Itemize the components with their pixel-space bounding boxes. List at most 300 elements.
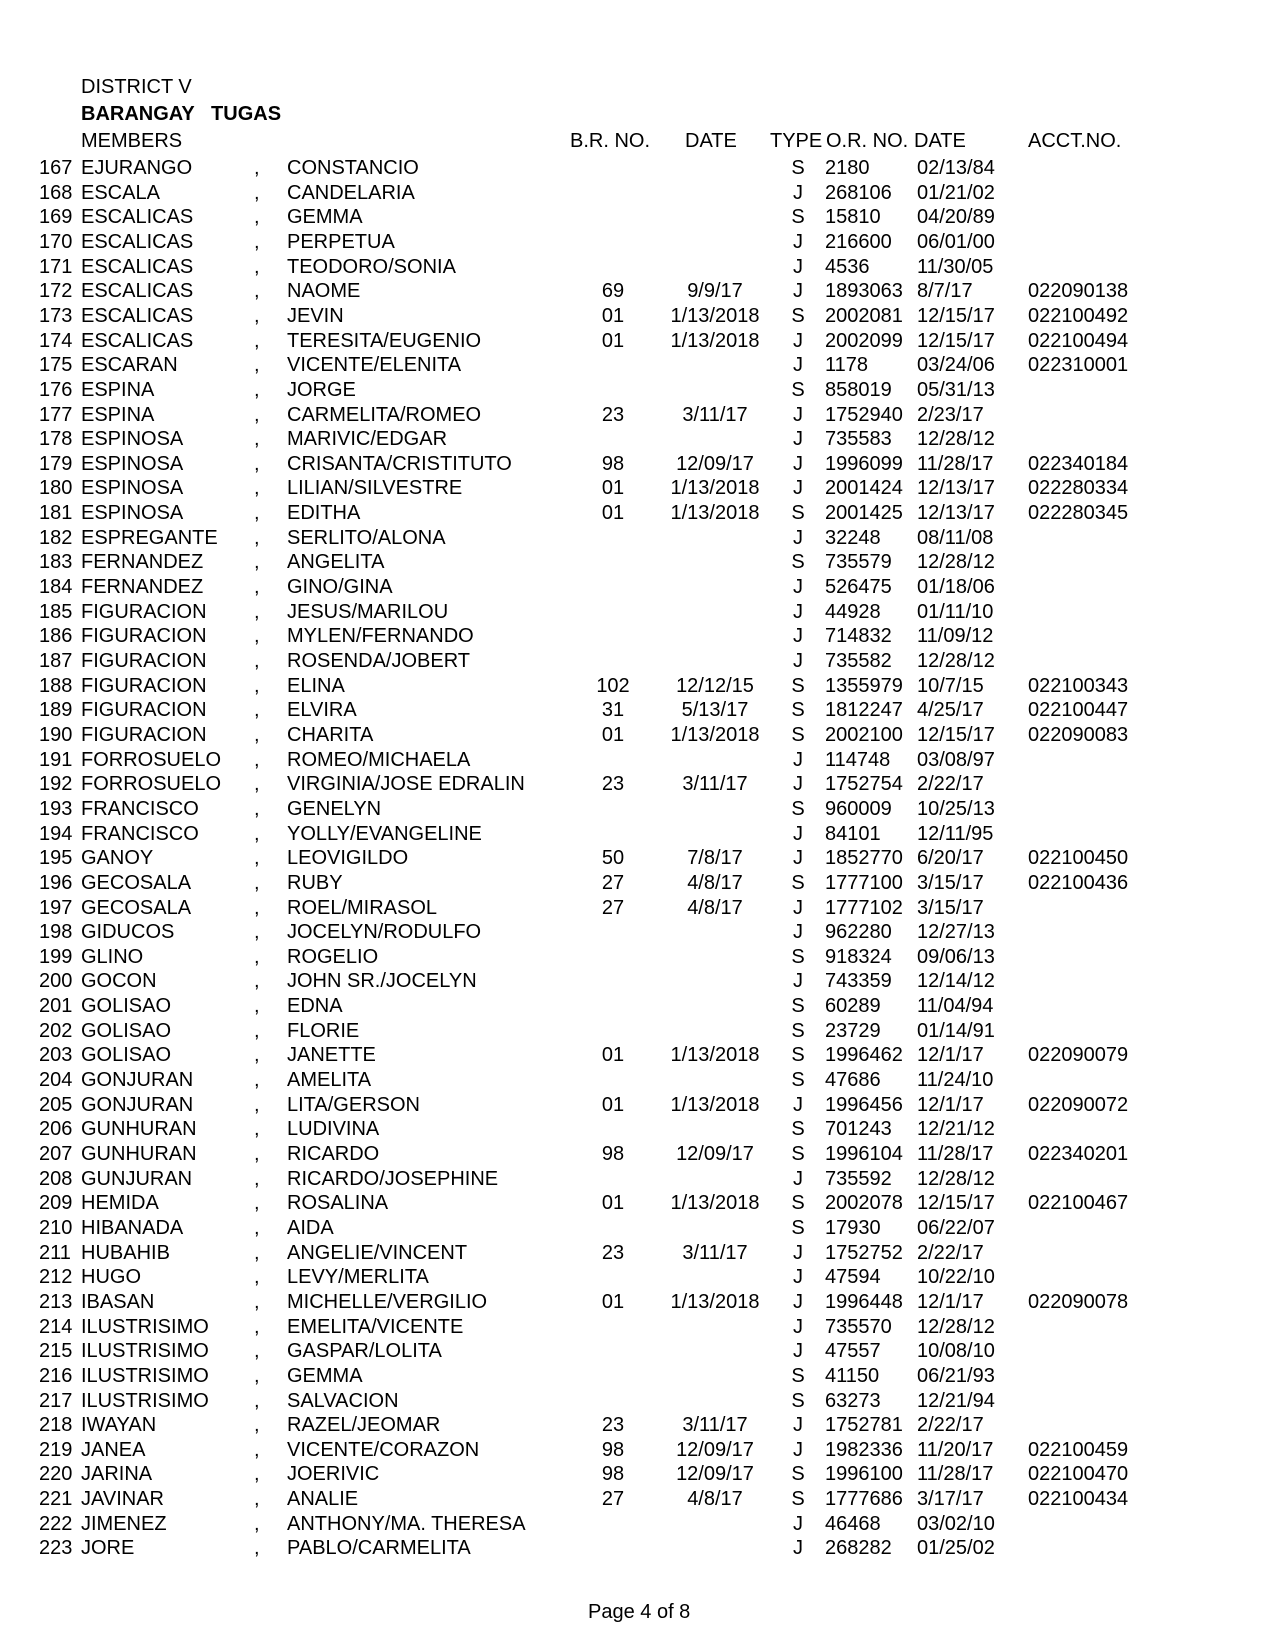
- first-name: CRISANTA/CRISTITUTO: [287, 452, 512, 475]
- membership-type: S: [791, 674, 805, 697]
- membership-type: S: [791, 871, 805, 894]
- name-separator: ,: [254, 1488, 260, 1511]
- date-header: DATE: [685, 130, 737, 152]
- name-separator: ,: [254, 1512, 260, 1535]
- or-date: 12/1/17: [917, 1093, 984, 1116]
- or-date: 2/23/17: [917, 403, 984, 426]
- table-row: [0, 969, 1275, 994]
- or-date: 11/24/10: [917, 1069, 994, 1092]
- br-no: 01: [601, 502, 625, 525]
- membership-type: J: [793, 1241, 803, 1264]
- name-separator: ,: [254, 1167, 260, 1190]
- row-number: 208: [39, 1167, 73, 1190]
- table-row: [0, 403, 1275, 428]
- or-no: 47557: [825, 1340, 881, 1363]
- membership-type: S: [791, 1069, 805, 1092]
- name-separator: ,: [254, 674, 260, 697]
- last-name: FIGURACION: [81, 674, 207, 697]
- first-name: ANALIE: [287, 1488, 359, 1511]
- or-date: 6/20/17: [917, 847, 984, 870]
- row-number: 222: [39, 1512, 73, 1535]
- last-name: ESCALICAS: [81, 280, 194, 303]
- last-name: GOLISAO: [81, 1044, 172, 1067]
- page-number: Page 4 of 8: [588, 1601, 691, 1623]
- membership-type: J: [793, 1315, 803, 1338]
- membership-type: J: [793, 650, 803, 672]
- or-date: 12/28/12: [917, 428, 995, 451]
- first-name: FLORIE: [287, 1019, 360, 1042]
- or-no: 1893063: [825, 280, 903, 303]
- acct-no: 022280345: [1028, 502, 1129, 525]
- last-name: FERNANDEZ: [81, 551, 204, 574]
- name-separator: ,: [254, 1241, 260, 1264]
- table-row: [0, 378, 1275, 403]
- or-date: 10/08/10: [917, 1340, 995, 1363]
- first-name: GENELYN: [287, 797, 382, 820]
- or-no: 46468: [825, 1512, 881, 1535]
- or-date: 01/14/91: [917, 1019, 995, 1042]
- or-no: 4536: [825, 255, 870, 278]
- last-name: ESCALICAS: [81, 206, 194, 229]
- name-separator: ,: [254, 896, 260, 919]
- row-number: 223: [39, 1537, 73, 1560]
- table-row: [0, 1315, 1275, 1340]
- or-no: 63273: [825, 1389, 881, 1412]
- or-no: 1982336: [825, 1438, 903, 1461]
- row-number: 218: [39, 1414, 73, 1437]
- last-name: ESCALICAS: [81, 304, 194, 327]
- name-separator: ,: [254, 1093, 260, 1116]
- first-name: GINO/GINA: [287, 576, 393, 599]
- br-date: 12/09/17: [676, 1463, 754, 1486]
- name-separator: ,: [254, 650, 260, 672]
- or-no: 858019: [825, 378, 892, 401]
- br-date: 4/8/17: [687, 871, 743, 894]
- row-number: 172: [39, 280, 73, 303]
- last-name: HEMIDA: [81, 1192, 159, 1215]
- table-row: [0, 427, 1275, 452]
- name-separator: ,: [254, 1143, 260, 1165]
- table-row: [0, 723, 1275, 748]
- table-row: [0, 1487, 1275, 1512]
- acct-no: 022100343: [1028, 674, 1129, 697]
- name-separator: ,: [254, 1118, 260, 1141]
- first-name: TEODORO/SONIA: [287, 255, 456, 278]
- name-separator: ,: [254, 551, 260, 574]
- last-name: ESPINOSA: [81, 428, 184, 451]
- name-separator: ,: [254, 1315, 260, 1338]
- br-date: 1/13/2018: [670, 502, 760, 525]
- or-date: 12/11/95: [917, 822, 994, 845]
- first-name: RICARDO: [287, 1143, 380, 1165]
- table-row: [0, 1019, 1275, 1044]
- name-separator: ,: [254, 600, 260, 623]
- membership-type: S: [791, 1044, 805, 1067]
- br-date: 3/11/17: [682, 403, 748, 426]
- table-row: [0, 1339, 1275, 1364]
- last-name: FIGURACION: [81, 600, 207, 623]
- first-name: ROMEO/MICHAELA: [287, 748, 471, 771]
- or-date: 12/28/12: [917, 551, 995, 574]
- district-label: DISTRICT V: [81, 76, 192, 98]
- row-number: 219: [39, 1438, 73, 1461]
- first-name: ROSALINA: [287, 1192, 389, 1215]
- acct-no: 022090079: [1028, 1044, 1129, 1067]
- membership-type: J: [793, 625, 803, 648]
- or-no: 526475: [825, 576, 892, 599]
- last-name: JORE: [81, 1537, 135, 1560]
- or-date: 12/15/17: [917, 329, 995, 352]
- or-no: 1355979: [825, 674, 903, 697]
- br-date: 7/8/17: [687, 847, 743, 870]
- or-no: 918324: [825, 945, 892, 968]
- last-name: JARINA: [81, 1463, 153, 1486]
- row-number: 191: [39, 748, 73, 771]
- or-date: 11/04/94: [917, 995, 994, 1018]
- table-row: [0, 871, 1275, 896]
- or-date: 11/28/17: [917, 1463, 994, 1486]
- acct-no-header: ACCT.NO.: [1028, 130, 1122, 152]
- table-row: [0, 772, 1275, 797]
- br-date: 1/13/2018: [670, 1192, 760, 1215]
- membership-type: J: [793, 329, 803, 352]
- first-name: ANGELITA: [287, 551, 385, 574]
- type-header: TYPE: [770, 130, 823, 152]
- br-date: 1/13/2018: [670, 477, 760, 500]
- name-separator: ,: [254, 1414, 260, 1437]
- last-name: FRANCISCO: [81, 797, 199, 820]
- membership-type: S: [791, 797, 805, 820]
- or-date: 06/01/00: [917, 230, 995, 253]
- name-separator: ,: [254, 847, 260, 870]
- table-row: [0, 304, 1275, 329]
- first-name: CANDELARIA: [287, 181, 415, 204]
- row-number: 198: [39, 921, 73, 944]
- br-no: 01: [601, 304, 625, 327]
- row-number: 177: [39, 403, 73, 426]
- table-row: [0, 920, 1275, 945]
- br-date: 1/13/2018: [670, 329, 760, 352]
- first-name: SERLITO/ALONA: [287, 526, 446, 549]
- membership-type: S: [791, 1143, 805, 1165]
- membership-type: S: [791, 1364, 805, 1387]
- row-number: 199: [39, 945, 73, 968]
- or-date: 12/28/12: [917, 1167, 995, 1190]
- or-date: 03/08/97: [917, 748, 995, 771]
- or-no: 735582: [825, 650, 892, 672]
- or-date: 2/22/17: [917, 1241, 984, 1264]
- br-no: 23: [601, 773, 625, 796]
- table-row: [0, 674, 1275, 699]
- table-row: [0, 1265, 1275, 1290]
- membership-type: S: [791, 1019, 805, 1042]
- table-row: [0, 501, 1275, 526]
- or-date: 12/14/12: [917, 970, 995, 993]
- first-name: TERESITA/EUGENIO: [287, 329, 482, 352]
- br-date: 3/11/17: [682, 1241, 748, 1264]
- last-name: JIMENEZ: [81, 1512, 167, 1535]
- or-date: 8/7/17: [917, 280, 973, 303]
- row-number: 209: [39, 1192, 73, 1215]
- table-row: [0, 575, 1275, 600]
- row-number: 200: [39, 970, 73, 993]
- last-name: HUGO: [81, 1266, 141, 1289]
- membership-type: S: [791, 1389, 805, 1412]
- or-no: 1852770: [825, 847, 903, 870]
- last-name: ILUSTRISIMO: [81, 1364, 209, 1387]
- or-date: 2/22/17: [917, 1414, 984, 1437]
- row-number: 167: [39, 157, 73, 179]
- or-date-header: DATE: [914, 130, 966, 152]
- last-name: ESPINOSA: [81, 502, 184, 525]
- membership-type: J: [793, 428, 803, 451]
- first-name: VIRGINIA/JOSE EDRALIN: [287, 773, 525, 796]
- or-date: 02/13/84: [917, 157, 995, 179]
- br-date: 1/13/2018: [670, 1093, 760, 1116]
- or-no: 1178: [825, 354, 869, 377]
- or-no: 1996100: [825, 1463, 903, 1486]
- last-name: GECOSALA: [81, 871, 192, 894]
- row-number: 195: [39, 847, 73, 870]
- membership-type: S: [791, 378, 805, 401]
- name-separator: ,: [254, 995, 260, 1018]
- or-date: 12/27/13: [917, 921, 995, 944]
- last-name: FORROSUELO: [81, 748, 222, 771]
- br-date: 9/9/17: [687, 280, 743, 303]
- name-separator: ,: [254, 576, 260, 599]
- name-separator: ,: [254, 477, 260, 500]
- row-number: 217: [39, 1389, 73, 1412]
- br-date: 12/12/15: [676, 674, 754, 697]
- name-separator: ,: [254, 181, 260, 204]
- membership-type: J: [793, 896, 803, 919]
- name-separator: ,: [254, 428, 260, 451]
- membership-type: S: [791, 945, 805, 968]
- first-name: JORGE: [287, 378, 356, 401]
- br-date: 3/11/17: [682, 773, 748, 796]
- row-number: 202: [39, 1019, 73, 1042]
- row-number: 187: [39, 650, 73, 672]
- or-no: 268106: [825, 181, 892, 204]
- membership-type: S: [791, 995, 805, 1018]
- br-no: 27: [601, 1488, 625, 1511]
- row-number: 178: [39, 428, 73, 451]
- or-no: 735592: [825, 1167, 892, 1190]
- acct-no: 022310001: [1028, 354, 1129, 377]
- table-row: [0, 1438, 1275, 1463]
- name-separator: ,: [254, 452, 260, 475]
- row-number: 176: [39, 378, 73, 401]
- or-no: 17930: [825, 1216, 881, 1239]
- or-no: 2180: [825, 157, 870, 179]
- or-no: 15810: [825, 206, 881, 229]
- last-name: ESCALICAS: [81, 255, 194, 278]
- first-name: CARMELITA/ROMEO: [287, 403, 482, 426]
- table-row: [0, 1389, 1275, 1414]
- or-date: 3/17/17: [917, 1488, 984, 1511]
- membership-type: S: [791, 1118, 805, 1141]
- first-name: LILIAN/SILVESTRE: [287, 477, 463, 500]
- table-row: [0, 1043, 1275, 1068]
- last-name: ESPINOSA: [81, 452, 184, 475]
- acct-no: 022100494: [1028, 329, 1129, 352]
- or-no: 23729: [825, 1019, 881, 1042]
- br-no: 102: [596, 674, 630, 697]
- last-name: HIBANADA: [81, 1216, 184, 1239]
- br-date: 1/13/2018: [670, 304, 760, 327]
- acct-no: 022100470: [1028, 1463, 1129, 1486]
- name-separator: ,: [254, 1364, 260, 1387]
- row-number: 210: [39, 1216, 73, 1239]
- row-number: 180: [39, 477, 73, 500]
- row-number: 193: [39, 797, 73, 820]
- or-no: 2002078: [825, 1192, 903, 1215]
- membership-type: J: [793, 822, 803, 845]
- or-date: 4/25/17: [917, 699, 984, 722]
- or-no: 714832: [825, 625, 892, 648]
- first-name: MARIVIC/EDGAR: [287, 428, 448, 451]
- first-name: ELINA: [287, 674, 345, 697]
- first-name: ROGELIO: [287, 945, 379, 968]
- or-date: 12/21/12: [917, 1118, 995, 1141]
- or-no: 47594: [825, 1266, 881, 1289]
- table-row: [0, 1290, 1275, 1315]
- acct-no: 022090083: [1028, 723, 1129, 746]
- br-no: 01: [601, 723, 625, 746]
- or-date: 04/20/89: [917, 206, 995, 229]
- membership-type: J: [793, 921, 803, 944]
- or-no: 2002099: [825, 329, 903, 352]
- row-number: 170: [39, 230, 73, 253]
- table-row: [0, 1093, 1275, 1118]
- table-row: [0, 255, 1275, 280]
- row-number: 207: [39, 1143, 73, 1165]
- first-name: YOLLY/EVANGELINE: [287, 822, 482, 845]
- name-separator: ,: [254, 748, 260, 771]
- row-number: 188: [39, 674, 73, 697]
- table-row: [0, 797, 1275, 822]
- last-name: ILUSTRISIMO: [81, 1340, 209, 1363]
- membership-type: J: [793, 1266, 803, 1289]
- or-date: 10/25/13: [917, 797, 995, 820]
- or-no: 268282: [825, 1537, 892, 1560]
- or-no: 1777686: [825, 1488, 903, 1511]
- last-name: ESPINA: [81, 403, 155, 426]
- row-number: 184: [39, 576, 73, 599]
- first-name: SALVACION: [287, 1389, 399, 1412]
- or-date: 11/20/17: [917, 1438, 994, 1461]
- or-no: 1996456: [825, 1093, 903, 1116]
- first-name: LITA/GERSON: [287, 1093, 420, 1116]
- or-no: 1996448: [825, 1290, 903, 1313]
- first-name: NAOME: [287, 280, 361, 303]
- first-name: EMELITA/VICENTE: [287, 1315, 464, 1338]
- br-no: 31: [601, 699, 625, 722]
- row-number: 181: [39, 502, 73, 525]
- or-date: 2/22/17: [917, 773, 984, 796]
- or-date: 12/15/17: [917, 1192, 995, 1215]
- or-date: 09/06/13: [917, 945, 995, 968]
- or-no: 735579: [825, 551, 892, 574]
- last-name: ESCALICAS: [81, 230, 194, 253]
- row-number: 169: [39, 206, 73, 229]
- acct-no: 022090138: [1028, 280, 1129, 303]
- acct-no: 022090078: [1028, 1290, 1129, 1313]
- name-separator: ,: [254, 206, 260, 229]
- table-row: [0, 896, 1275, 921]
- or-no: 1996462: [825, 1044, 903, 1067]
- last-name: JAVINAR: [81, 1488, 164, 1511]
- or-no: 1752752: [825, 1241, 903, 1264]
- membership-type: J: [793, 1438, 803, 1461]
- or-date: 08/11/08: [917, 526, 994, 549]
- or-no: 962280: [825, 921, 892, 944]
- or-date: 12/28/12: [917, 650, 995, 672]
- last-name: ESPINA: [81, 378, 155, 401]
- name-separator: ,: [254, 1192, 260, 1215]
- first-name: RUBY: [287, 871, 343, 894]
- last-name: FIGURACION: [81, 699, 207, 722]
- br-no: 50: [601, 847, 625, 870]
- table-row: [0, 1536, 1275, 1561]
- or-date: 12/13/17: [917, 477, 995, 500]
- table-row: [0, 698, 1275, 723]
- name-separator: ,: [254, 157, 260, 179]
- br-date: 5/13/17: [681, 699, 749, 722]
- or-no-header: O.R. NO.: [826, 130, 909, 152]
- first-name: JOERIVIC: [287, 1463, 380, 1486]
- last-name: GIDUCOS: [81, 921, 175, 944]
- first-name: JANETTE: [287, 1044, 376, 1067]
- first-name: PERPETUA: [287, 230, 395, 253]
- row-number: 203: [39, 1044, 73, 1067]
- br-date: 4/8/17: [687, 896, 743, 919]
- first-name: JESUS/MARILOU: [287, 600, 449, 623]
- br-no: 98: [601, 452, 625, 475]
- table-row: [0, 1117, 1275, 1142]
- row-number: 216: [39, 1364, 73, 1387]
- row-number: 194: [39, 822, 73, 845]
- row-number: 190: [39, 723, 73, 746]
- barangay-label: BARANGAY TUGAS: [81, 103, 282, 125]
- last-name: ILUSTRISIMO: [81, 1389, 209, 1412]
- acct-no: 022100467: [1028, 1192, 1129, 1215]
- row-number: 182: [39, 526, 73, 549]
- or-no: 1777102: [825, 896, 903, 919]
- br-date: 12/09/17: [676, 1438, 754, 1461]
- or-date: 12/13/17: [917, 502, 995, 525]
- last-name: GOLISAO: [81, 1019, 172, 1042]
- acct-no: 022280334: [1028, 477, 1129, 500]
- br-date: 1/13/2018: [670, 723, 760, 746]
- membership-type: S: [791, 723, 805, 746]
- row-number: 168: [39, 181, 73, 204]
- or-date: 10/7/15: [917, 674, 984, 697]
- table-row: [0, 1142, 1275, 1167]
- row-number: 186: [39, 625, 73, 648]
- membership-type: J: [793, 477, 803, 500]
- table-row: [0, 1413, 1275, 1438]
- name-separator: ,: [254, 970, 260, 993]
- row-number: 221: [39, 1488, 73, 1511]
- first-name: CHARITA: [287, 723, 374, 746]
- first-name: AMELITA: [287, 1069, 372, 1092]
- row-number: 183: [39, 551, 73, 574]
- last-name: GONJURAN: [81, 1069, 194, 1092]
- acct-no: 022100447: [1028, 699, 1129, 722]
- or-date: 01/25/02: [917, 1537, 995, 1560]
- membership-type: J: [793, 847, 803, 870]
